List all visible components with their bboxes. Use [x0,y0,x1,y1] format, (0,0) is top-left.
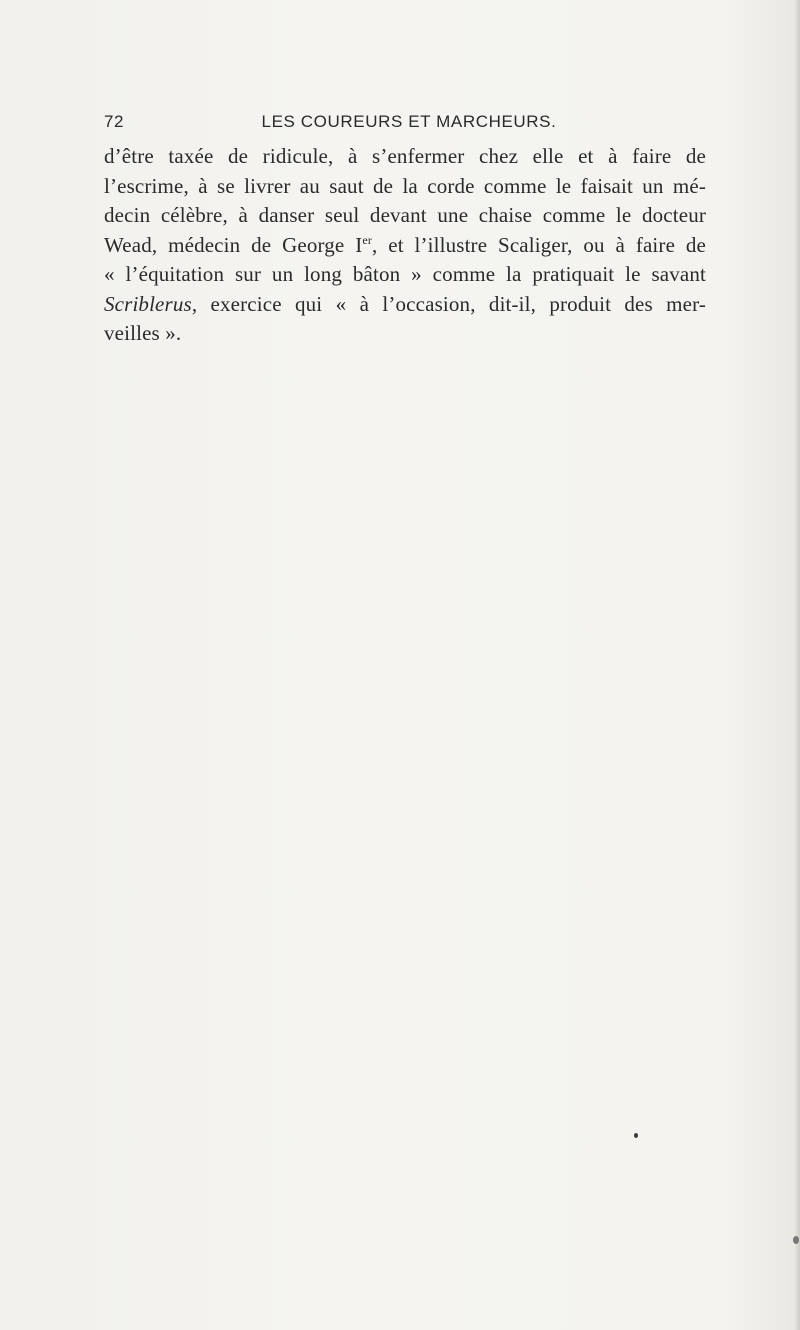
text-line-4-rest: , et l’illustre Scaliger, ou à faire de [372,232,706,257]
text-line-1: d’être taxée de ridicule, à s’enfermer chez elle et à faire de [104,144,706,168]
page-edge-shadow [794,0,800,1330]
text-line-6-rest: , exercice qui « à l’occasion, dit-il, produit des mer- [191,291,706,316]
text-line-6 [104,290,706,320]
italic-scriblerus: Scriblerus [104,291,192,316]
page-header [104,112,704,138]
body-paragraph [104,142,706,349]
running-title: LES COUREURS ET MARCHEURS. [261,112,557,131]
text-line-2: l’escrime, à se livrer au saut de la corde comme le faisait un mé- [104,173,706,198]
text-line-3: decin célèbre, à danser seul devant une chaise comme le docteur [104,203,706,227]
page-number: 72 [104,112,124,131]
text-line-5: « l’équitation sur un long bâton » comme la pratiquait le savant [104,262,706,286]
superscript-er: er [362,232,372,247]
text-line-4-prefix: Wead, médecin de George I [104,232,363,257]
text-line-7: veilles ». [104,321,182,345]
ink-speck [793,1236,799,1244]
ink-speck [634,1133,638,1138]
text-line-4 [104,231,706,261]
